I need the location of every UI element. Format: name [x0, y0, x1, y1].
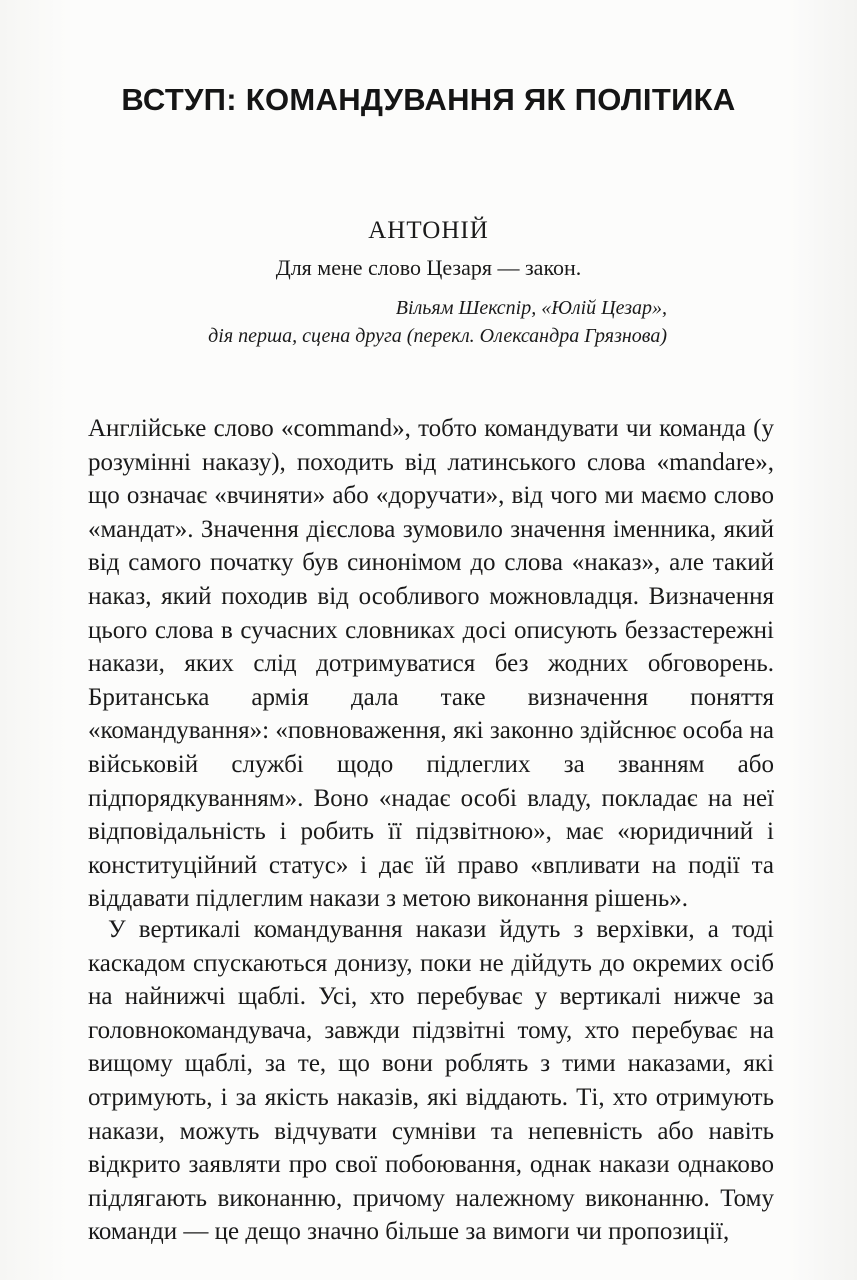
epigraph-quote: Для мене слово Цезаря — закон. [275, 255, 582, 280]
epigraph-speaker: АНТОНІЙ [368, 217, 489, 244]
body-paragraph-1 [88, 412, 774, 916]
body-paragraph-2: У вертикалі командування накази йдуть з верхівки, а тоді каскадом спускаються донизу, поки не дійдуть до окремих осіб на найнижчі щаблі. Усі, хто перебуває у вертикалі нижче за головнокомандувача, завжди підзвітні тому, хто перебуває на вищому щаблі, за те, що вони роблять з тими наказами, які отримують, і за якість наказів, які віддають. Ті, хто отримують накази, можуть відчувати сумніви та непевність або навіть відкрито заявляти про свої побоювання, однак накази однаково підлягають виконанню, причому належному виконанню. Тому команди — це дещо значно більше за вимоги чи пропозиції, [88, 916, 774, 1246]
paragraph-text: Англійське слово «command», тобто командувати чи команда (у розумінні наказу), походить від латинського слова «mandare», що означає «вчиняти» або «доручати», від чого ми маємо слово «мандат». Значення дієслова зумовило значення іменника, який від самого початку був синонімом до слова «наказ», але такий наказ, який походив від особливого можновладця. Визначення цього слова в сучасних словниках досі описують беззастережні накази, яких слід дотримуватися без жодних обговорень. Британська армія дала таке визначення поняття «командування»: «повноваження, які законно здійснює особа на військовій службі щодо підлеглих за званням або підпорядкуванням». Воно «надає особі владу, покладає на неї відповідальність і робить її підзвітною», має «юридичний і конституційний статус» і дає їй право «впливати на події та віддавати підлеглим накази з метою виконання рішень». [88, 415, 774, 913]
epigraph-source-line-1: Вільям Шекспір, «Юлій Цезар», [395, 297, 667, 319]
epigraph [0, 214, 857, 284]
chapter-title: ВСТУП: КОМАНДУВАННЯ ЯК ПОЛІТИКА [121, 82, 736, 117]
epigraph-source [208, 294, 667, 350]
epigraph-source-line-2: дія перша, сцена друга (перекл. Олександра Грязнова) [208, 325, 667, 347]
